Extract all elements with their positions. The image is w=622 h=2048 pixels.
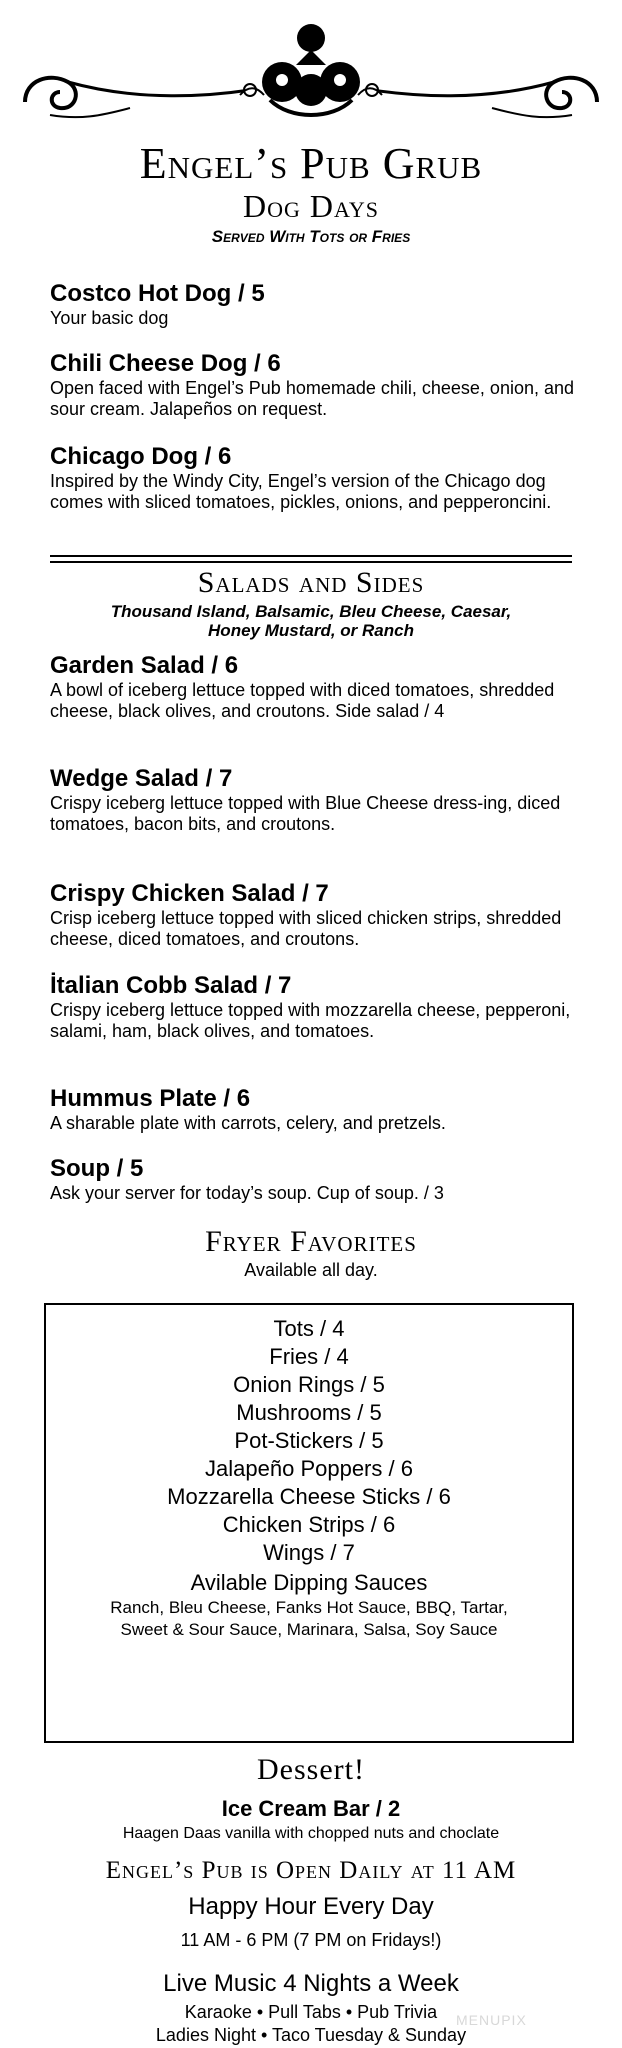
fryer-box: [44, 1303, 574, 1743]
item-name: Costco Hot Dog / 5: [50, 280, 265, 307]
section-title-salads: Salads and Sides: [197, 566, 425, 599]
dessert-item-desc: Haagen Daas vanilla with chopped nuts and choclate: [122, 1825, 500, 1842]
dipping-sauces-title: Avilable Dipping Sauces: [190, 1570, 428, 1595]
item-name: Chicago Dog / 6: [50, 443, 232, 470]
item-name: Garden Salad / 6: [50, 652, 239, 679]
watermark: MENUPIX: [456, 2012, 527, 2028]
item-name: Chili Cheese Dog / 6: [50, 350, 281, 377]
fryer-item: Chicken Strips / 6: [222, 1512, 396, 1537]
item-name: Hummus Plate / 6: [50, 1085, 251, 1112]
happy-hour-title: Happy Hour Every Day: [188, 1893, 434, 1920]
dipping-sauces-line2: Sweet & Sour Sauce, Marinara, Salsa, Soy Sauce: [120, 1620, 498, 1639]
item-desc: Crisp iceberg lettuce topped with sliced chicken strips, shredded cheese, diced tomatoes, and croutons.: [50, 908, 562, 949]
fryer-item: Mozzarella Cheese Sticks / 6: [167, 1484, 451, 1509]
divider: [50, 555, 572, 557]
dressing-options-line1: Thousand Island, Balsamic, Bleu Cheese, Caesar,: [110, 602, 512, 621]
menu-item-hummus-plate: [50, 1085, 590, 1134]
menu-item-wedge-salad: [50, 765, 590, 835]
item-desc: A bowl of iceberg lettuce topped with diced tomatoes, shredded cheese, black olives, and croutons. Side salad / 4: [50, 680, 555, 721]
item-desc: Inspired by the Windy City, Engel’s version of the Chicago dog comes with sliced tomatoes, pickles, onions, and pepperoncini.: [50, 471, 552, 512]
menu-item-chicago-dog: [50, 443, 590, 513]
fryer-item: Jalapeño Poppers / 6: [205, 1456, 413, 1481]
item-desc: Crispy iceberg lettuce topped with Blue Cheese dress-ing, diced tomatoes, bacon bits, and croutons.: [50, 793, 561, 834]
fryer-item: Pot-Stickers / 5: [234, 1428, 384, 1453]
menu-item-italian-cobb-salad: [50, 972, 590, 1042]
item-name: Soup / 5: [50, 1155, 144, 1182]
ornament-icon: [20, 20, 602, 130]
item-desc: Your basic dog: [50, 308, 169, 328]
fryer-item: Onion Rings / 5: [233, 1372, 385, 1397]
dessert-item-name: Ice Cream Bar / 2: [221, 1796, 401, 1821]
page-title: Engel’s Pub Grub: [139, 139, 483, 188]
fryer-item: Fries / 4: [269, 1344, 349, 1369]
section-title-dog-days: Dog Days: [243, 188, 379, 224]
fryer-list: [46, 1315, 572, 1641]
events-line1: Karaoke • Pull Tabs • Pub Trivia: [184, 2002, 438, 2022]
item-name: Wedge Salad / 7: [50, 765, 233, 792]
section-title-dessert: Dessert!: [257, 1753, 365, 1786]
item-desc: Crispy iceberg lettuce topped with mozzarella cheese, pepperoni, salami, ham, black olives, and tomatoes.: [50, 1000, 571, 1041]
menu-item-garden-salad: [50, 652, 590, 722]
menu-item-chili-cheese-dog: [50, 350, 590, 420]
fryer-item: Mushrooms / 5: [236, 1400, 382, 1425]
fryer-note: Available all day.: [244, 1260, 378, 1280]
open-hours: Engel’s Pub is Open Daily at 11 AM: [105, 1857, 517, 1884]
served-with-note: Served With Tots or Fries: [211, 227, 411, 246]
section-title-fryer: Fryer Favorites: [205, 1225, 417, 1258]
fryer-item: Wings / 7: [263, 1540, 355, 1565]
item-desc: Open faced with Engel’s Pub homemade chili, cheese, onion, and sour cream. Jalapeños on request.: [50, 378, 575, 419]
dressing-options-line2: Honey Mustard, or Ranch: [208, 621, 414, 640]
menu-item-soup: [50, 1155, 590, 1204]
happy-hour-time: 11 AM - 6 PM (7 PM on Fridays!): [180, 1930, 442, 1950]
dipping-sauces-line1: Ranch, Bleu Cheese, Fanks Hot Sauce, BBQ, Tartar,: [110, 1598, 508, 1617]
item-name: Crispy Chicken Salad / 7: [50, 880, 329, 907]
menu-item-crispy-chicken-salad: [50, 880, 590, 950]
item-desc: A sharable plate with carrots, celery, and pretzels.: [50, 1113, 446, 1133]
divider: [50, 561, 572, 563]
fryer-item: Tots / 4: [273, 1316, 345, 1341]
events-line2: Ladies Night • Taco Tuesday & Sunday: [155, 2025, 467, 2045]
live-music: Live Music 4 Nights a Week: [163, 1970, 459, 1997]
item-name: İtalian Cobb Salad / 7: [50, 972, 292, 999]
menu-item-costco-hot-dog: [50, 280, 590, 329]
item-desc: Ask your server for today’s soup. Cup of soup. / 3: [50, 1183, 444, 1203]
